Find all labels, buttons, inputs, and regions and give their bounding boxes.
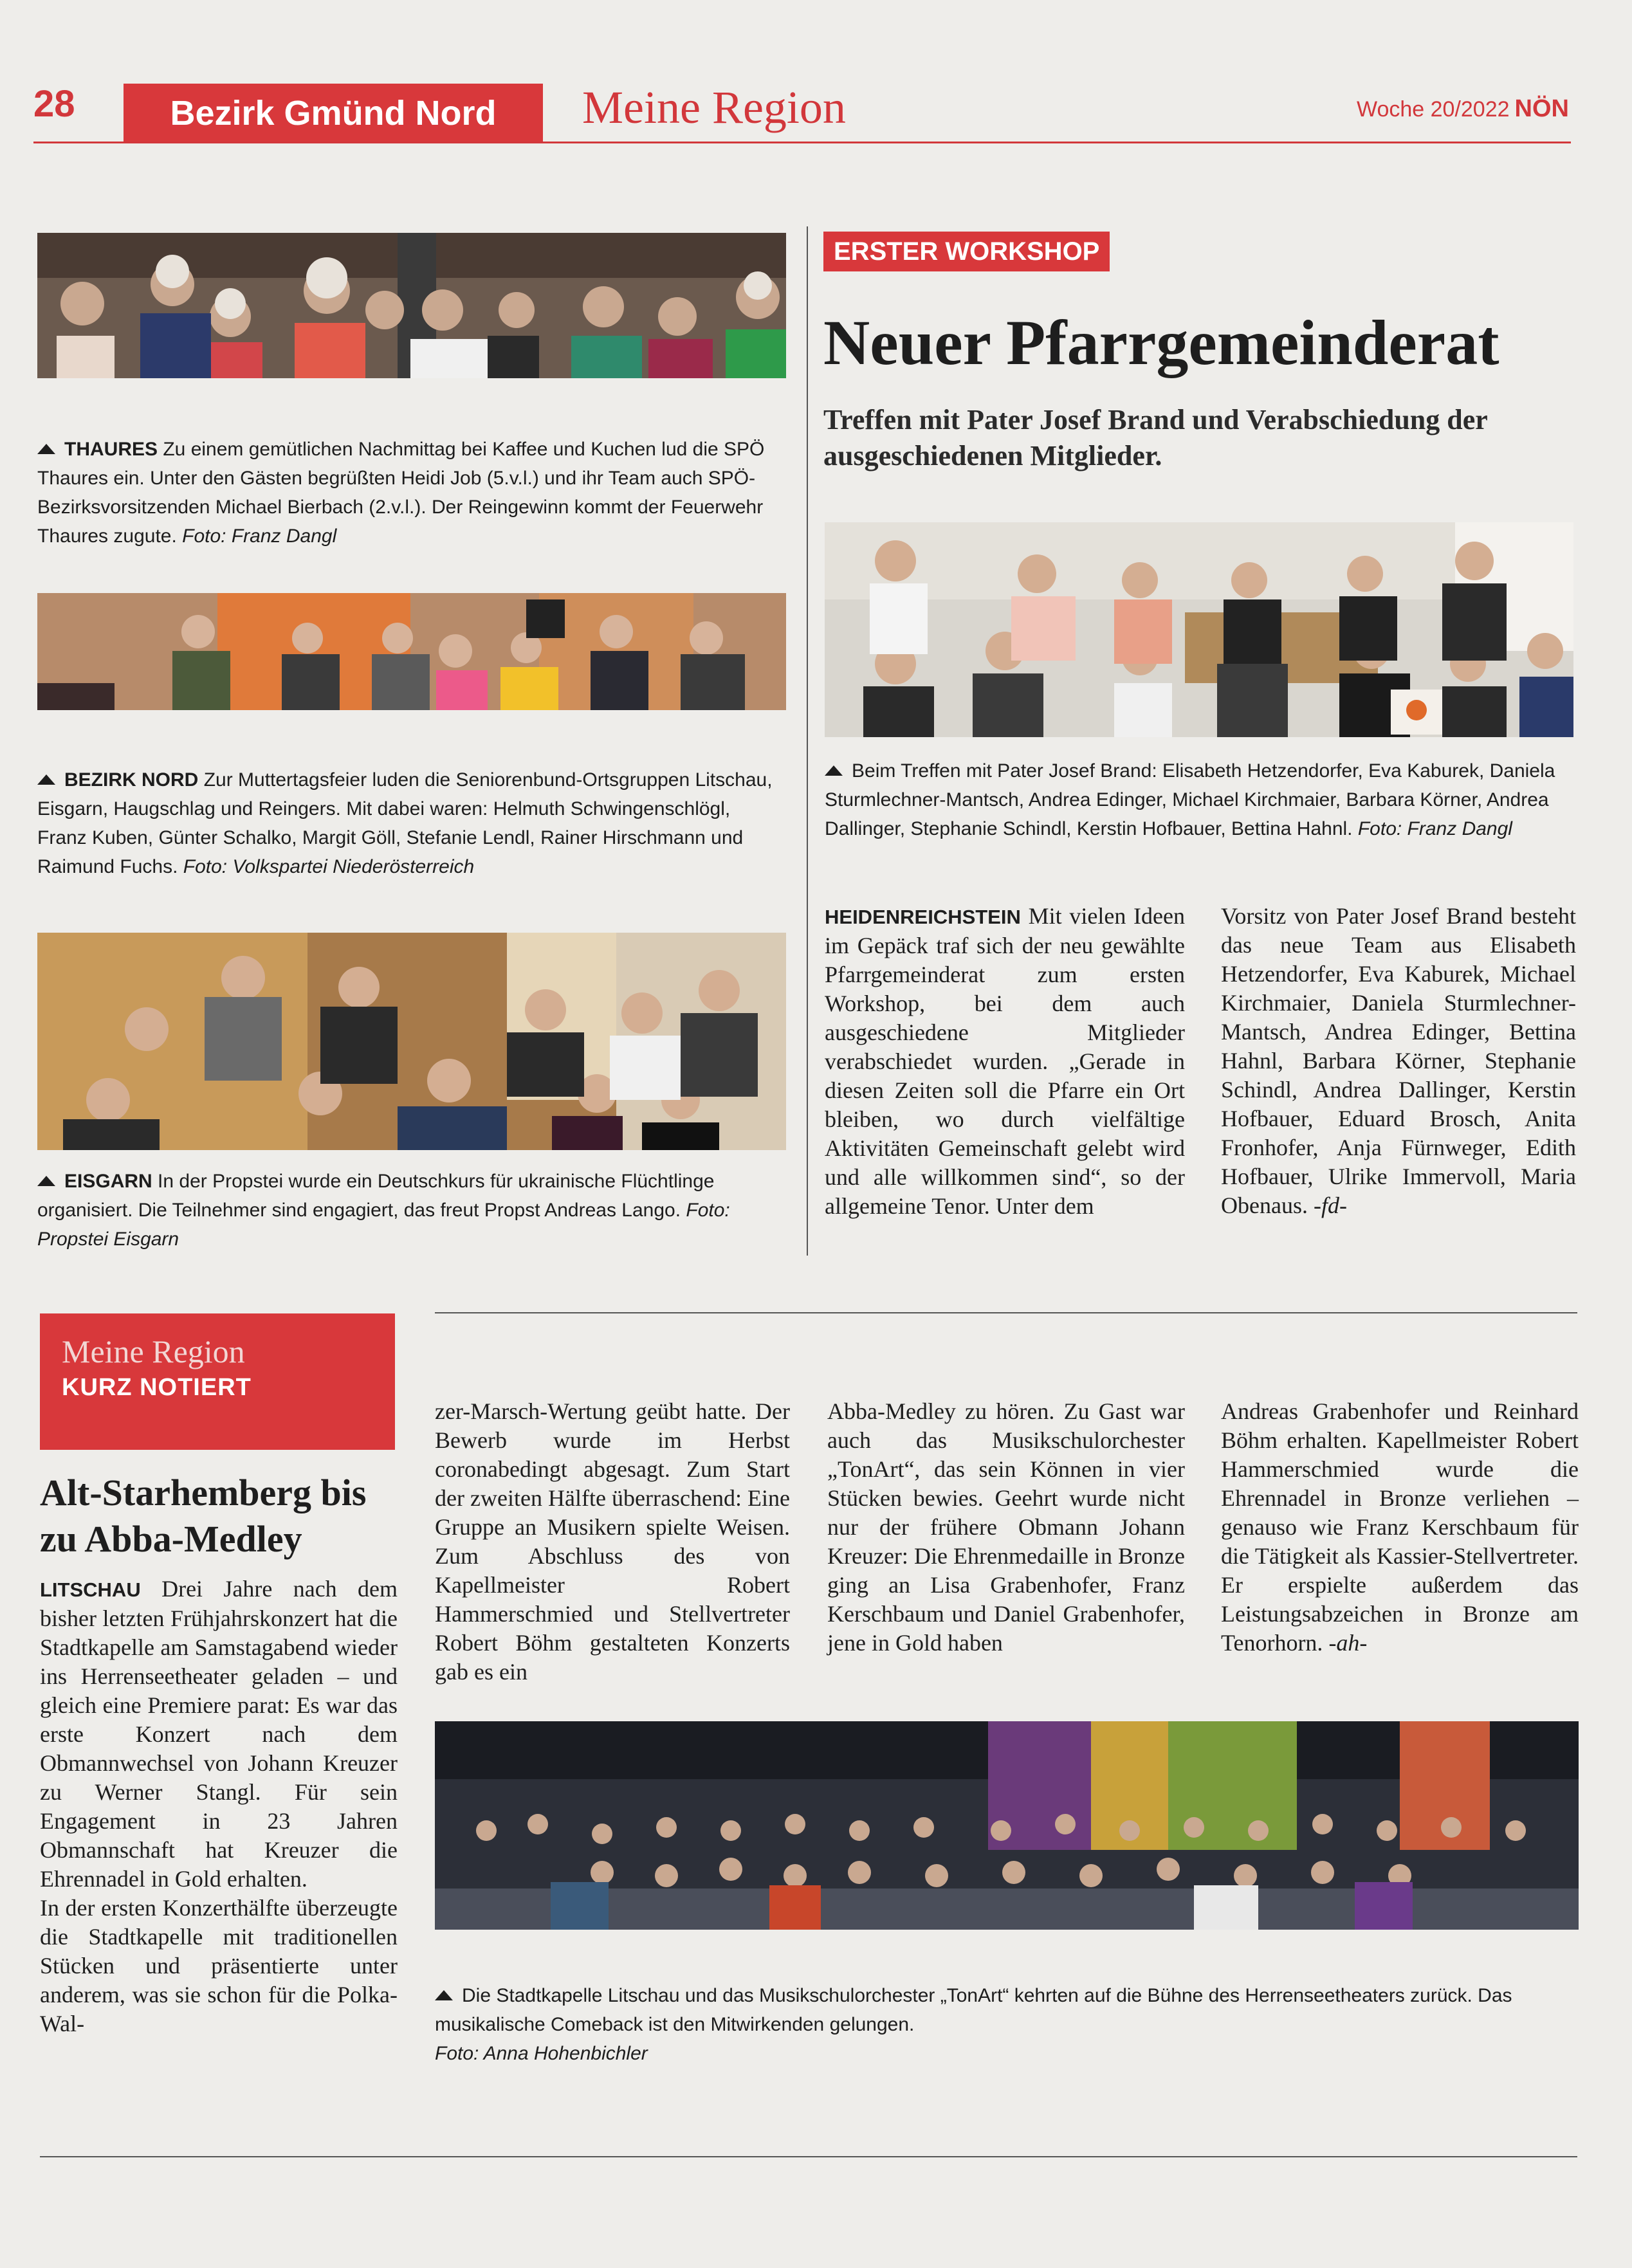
article1-text: Vorsitz von Pater Josef Brand besteht das neue Team aus Elisabeth Hetzendorfer, Eva Kaburek, Michael Kirchmaier, Daniela Sturmlechner-Mantsch, Andrea Edinger, Bettina Hahnl, Barbara Körner, Stephanie Schindl, Andrea Dallinger, Kerstin Hofbauer, Eduard Brosch, Anita Fronhofer, Anja Fürnweger, Edith Hofbauer, Ulrike Immervoll, Maria Obenaus. [1221, 903, 1576, 1218]
caption-text: Zur Muttertagsfeier luden die Seniorenbund-Ortsgruppen Litschau, Eisgarn, Haugschlag und Reingers. Mit dabei waren: Helmuth Schwingenschlögl, Franz Kuben, Günter Schalko, Margit Göll, Stefanie Lendl, Rainer Hirschmann und Raimund Fuchs. [37, 769, 773, 877]
caption-text: Zu einem gemütlichen Nachmittag bei Kaffee und Kuchen lud die SPÖ Thaures ein. Unter den Gästen begrüßten Heidi Job (5.v.l.) und ihr Team auch SPÖ-Bezirksvorsitzenden Michael Bierbach (2.v.l.). Der Reingewinn kommt der Feuerwehr Thaures zugute. [37, 439, 765, 547]
photo-pfarrgemeinderat [825, 522, 1573, 737]
photo-credit: Foto: Franz Dangl [1357, 818, 1512, 839]
article2-text: Drei Jahre nach dem bisher letzten Frühjahrskonzert hat die Stadtkapelle am Samstagabend wieder ins Herrenseetheater geladen – und gleich eine Premiere parat: Es war das erste Konzert nach dem Obmannwechsel von Johann Kreuzer zu Werner Stangl. Für sein Engagement in 23 Jahren Obmannschaft hat Kreuzer die Ehrennadel in Gold erhalten. [40, 1576, 398, 1892]
article1-column-1 [825, 902, 1185, 1221]
article2-column-4 [1221, 1397, 1579, 1658]
caption-text: Beim Treffen mit Pater Josef Brand: Elisabeth Hetzendorfer, Eva Kaburek, Daniela Sturmlechner-Mantsch, Andrea Edinger, Michael Kirchmaier, Barbara Körner, Andrea Dallinger, Stephanie Schindl, Kerstin Hofbauer, Bettina Hahnl. [825, 760, 1555, 839]
footer-rule [40, 2156, 1577, 2157]
region-title: Meine Region [582, 82, 846, 133]
article2-column-2 [435, 1397, 790, 1687]
issue-week: Woche 20/2022 [1356, 97, 1510, 122]
triangle-icon [825, 765, 843, 776]
section-title: Bezirk Gmünd Nord [124, 84, 543, 143]
caption-text: Die Stadtkapelle Litschau und das Musikschulorchester „TonArt“ kehrten auf die Bühne des Herrenseetheaters zurück. Das musikalische Comeback ist den Mitwirkenden gelungen. [435, 1985, 1512, 2035]
photo-credit: Foto: Franz Dangl [182, 526, 337, 547]
caption-eisgarn [37, 1167, 777, 1254]
article2-text: In der ersten Konzerthälfte überzeugte die Stadtkapelle mit traditionellen Stücken und präsentierte unter anderem, was sie schon für die Polka-Wal- [40, 1895, 398, 2036]
triangle-icon [37, 1176, 55, 1186]
column-divider [807, 226, 808, 1256]
kurz-notiert-box [40, 1313, 395, 1450]
brand-logo: NÖN [1514, 95, 1569, 122]
caption-pfarr [825, 756, 1564, 843]
kurz-notiert-label: KURZ NOTIERT [62, 1374, 252, 1401]
article2-text: Andreas Grabenhofer und Reinhard Böhm erhalten. Kapellmeister Robert Hammerschmied wurde die Ehrennadel in Bronze verliehen – genauso wie Franz Kerschbaum für die Tätigkeit als Kassier-Stellvertreter. Er erspielte außerdem das Leistungsabzeichen in Bronze am Tenorhorn. [1221, 1398, 1579, 1656]
photo-thaures [37, 233, 786, 378]
article2-text: zer-Marsch-Wertung geübt hatte. Der Bewerb wurde im Herbst coronabedingt abgesagt. Zum Start der zweiten Hälfte überraschend: Eine Gruppe an Musikern spielte Weisen. Zum Abschluss des von Kapellmeister Robert Hammerschmied und Stellvertreter Robert Böhm gestalteten Konzerts gab es ein [435, 1398, 790, 1685]
page-number: 28 [33, 83, 75, 125]
photo-credit: Foto: Anna Hohenbichler [435, 2043, 648, 2064]
article1-text: Mit vielen Ideen im Gepäck traf sich der neu gewählte Pfarrgemeinderat zum ersten Workshop, bei dem auch ausgeschiedene Mitglieder verabschiedet wurden. „Gerade in diesen Zeiten soll die Pfarre ein Ort bleiben, wo durch vielfältige Aktivitäten Gemeinschaft gelebt wird und alle willkommen sind“, so der allgemeine Tenor. Unter dem [825, 903, 1185, 1219]
author-sign: -fd- [1313, 1193, 1347, 1218]
article2-headline: Alt-Starhemberg bis zu Abba-Medley [40, 1472, 367, 1560]
triangle-icon [37, 444, 55, 454]
triangle-icon [435, 1990, 453, 2000]
caption-place: THAURES [64, 439, 158, 460]
article-kicker: ERSTER WORKSHOP [823, 232, 1110, 271]
article2-column-1 [40, 1575, 398, 2038]
photo-stadtkapelle [435, 1721, 1579, 1930]
caption-place: EISGARN [64, 1171, 152, 1192]
header-rule [33, 142, 1571, 143]
caption-litschau [435, 1981, 1528, 2068]
author-sign: -ah- [1328, 1630, 1368, 1656]
article1-column-2 [1221, 902, 1576, 1220]
triangle-icon [37, 774, 55, 785]
article1-dateline: HEIDENREICHSTEIN [825, 906, 1021, 928]
article-headline: Neuer Pfarrgemeinderat [823, 307, 1499, 378]
article2-column-3 [827, 1397, 1185, 1658]
article2-dateline: LITSCHAU [40, 1578, 141, 1601]
issue-info [1357, 95, 1569, 123]
photo-bezirk-nord [37, 593, 786, 710]
photo-credit: Foto: Propstei Eisgarn [37, 1200, 730, 1250]
caption-text: In der Propstei wurde ein Deutschkurs für ukrainische Flüchtlinge organisiert. Die Teilnehmer sind engagiert, das freut Propst Andreas Lango. [37, 1171, 715, 1221]
photo-credit: Foto: Volkspartei Niederösterreich [183, 856, 475, 877]
photo-eisgarn [37, 933, 786, 1150]
caption-bezirk-nord [37, 765, 777, 881]
section-rule [435, 1312, 1577, 1313]
caption-place: BEZIRK NORD [64, 769, 199, 791]
caption-thaures [37, 435, 777, 551]
article-deck: Treffen mit Pater Josef Brand und Verabschiedung der ausgeschiedenen Mitglieder. [823, 404, 1488, 471]
kurz-notiert-region: Meine Region [62, 1333, 245, 1369]
article2-text: Abba-Medley zu hören. Zu Gast war auch das Musikschulorchester „TonArt“, das sein Können in vier Stücken bewies. Geehrt wurde nicht nur der frühere Obmann Johann Kreuzer: Die Ehrenmedaille in Bronze ging an Lisa Grabenhofer, Franz Kerschbaum und Daniel Grabenhofer, jene in Gold haben [827, 1398, 1185, 1656]
